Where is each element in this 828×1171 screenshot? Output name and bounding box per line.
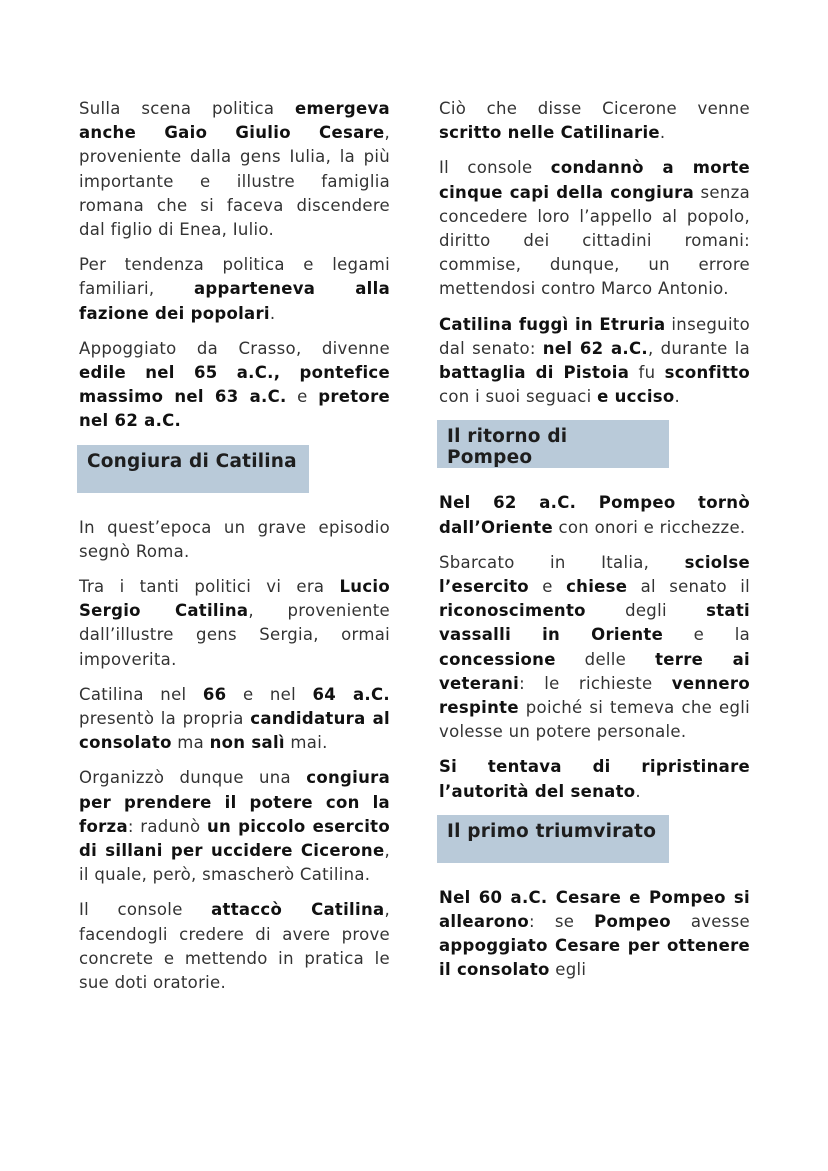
text-run: , facendogli credere di avere prove concrete e mettendo in pratica le sue doti oratorie. [79, 900, 391, 993]
paragraph [79, 898, 390, 995]
text-run: con onori e ricchezze. [552, 517, 746, 537]
text-run: egli [549, 960, 587, 980]
section-heading-text: Il primo triumvirato [447, 820, 657, 842]
text-run: senza concedere loro l’appello al popolo, diritto dei cittadini romani: commise, dunque, un errore mettendosi contro Marco Antonio. [439, 182, 750, 299]
bold-text: condannò a morte cinque capi della congiura [439, 158, 750, 202]
bold-text: vennero respinte [439, 673, 750, 718]
text-run: , proveniente dalla gens Iulia, la più importante e illustre famiglia romana che si faceva discendere dal figlio di Enea, Iulio. [79, 123, 390, 240]
text-run: Tra i tanti politici vi era [79, 577, 340, 597]
text-run: fu [629, 363, 665, 383]
paragraph [79, 683, 390, 756]
paragraph [79, 97, 390, 242]
bold-text: e ucciso [597, 387, 675, 407]
bold-text: 64 a.C. [312, 684, 390, 704]
bold-text: sciolse l’esercito [439, 552, 750, 597]
bold-text: scritto nelle Catilinarie [439, 123, 660, 143]
bold-text: un piccolo esercito di sillani per uccidere Cicerone [79, 816, 390, 861]
text-run: . [635, 781, 641, 801]
right-column [439, 97, 750, 994]
text-run: al senato il [627, 577, 750, 597]
text-run: e la [663, 625, 750, 645]
paragraph [439, 97, 750, 145]
text-run: Catilina nel [79, 684, 203, 704]
bold-text: chiese [566, 577, 628, 597]
paragraph [439, 755, 750, 803]
text-run: Sulla scena politica [79, 99, 295, 118]
paragraph [79, 253, 390, 326]
bold-text: congiura per prendere il potere con la forza [79, 768, 390, 836]
text-run: Per tendenza politica e legami familiari, [79, 255, 390, 299]
section-heading-congiura-di-catilina [77, 445, 309, 493]
text-run: degli [585, 601, 707, 621]
text-run: avesse [670, 912, 751, 932]
text-run: delle [555, 649, 656, 669]
text-run: con i suoi seguaci [439, 387, 598, 407]
text-run: , il quale, però, smascherò Catilina. [79, 841, 390, 885]
bold-text: apparteneva alla fazione dei popolari [79, 279, 391, 323]
bold-text: edile nel 65 a.C., pontefice massimo nel 63 a.C. [79, 363, 390, 407]
text-run: : radunò [127, 816, 207, 836]
bold-text: candidatura al consolato [79, 709, 390, 753]
bold-text: non salì [209, 733, 285, 753]
text-run: presentò la propria [79, 709, 251, 729]
bold-text: nel 62 a.C. [542, 338, 648, 358]
text-run: In quest’epoca un grave episodio segnò Roma. [79, 517, 390, 561]
paragraph [439, 313, 750, 410]
paragraph [439, 156, 750, 301]
text-run: e [286, 387, 319, 407]
text-run: e nel [226, 684, 313, 704]
paragraph [79, 516, 390, 564]
text-run: Appoggiato da Crasso, divenne [79, 338, 390, 358]
bold-text: Catilina fuggì in Etruria [439, 314, 666, 334]
text-run: : se [529, 912, 595, 932]
bold-text: Lucio Sergio Catilina [79, 577, 390, 621]
paragraph [439, 491, 750, 539]
bold-text: sconfitto [664, 363, 750, 383]
bold-text: Nel 62 a.C. Pompeo tornò dall’Oriente [439, 493, 750, 537]
text-run: Ciò che disse Cicerone venne [439, 99, 750, 118]
bold-text: emergeva anche Gaio Giulio Cesare [79, 99, 390, 143]
text-run: Sbarcato in Italia, [439, 552, 685, 572]
text-run: mai. [284, 733, 328, 753]
text-run: Il console [439, 158, 551, 178]
paragraph [439, 886, 750, 983]
paragraph [79, 766, 390, 887]
bold-text: Pompeo [594, 912, 671, 932]
bold-text: pretore nel 62 a.C. [79, 387, 390, 431]
left-column [79, 97, 390, 1006]
text-run: inseguito dal senato: [439, 314, 750, 358]
bold-text: appoggiato Cesare per ottenere il consolato [439, 936, 750, 980]
section-heading-text: Congiura di Catilina [87, 450, 297, 472]
bold-text: 66 [202, 684, 227, 704]
bold-text: riconoscimento [439, 601, 586, 621]
section-heading-text: Il ritorno di Pompeo [447, 426, 568, 469]
bold-text: battaglia di Pistoia [439, 363, 630, 383]
section-heading-il-ritorno-di-pompeo [437, 420, 669, 468]
text-run: Organizzò dunque una [79, 768, 307, 788]
text-run: , durante la [647, 338, 750, 358]
bold-text: terre ai veterani [439, 649, 750, 693]
text-run: . [674, 387, 681, 407]
bold-text: attaccò Catilina [211, 900, 385, 920]
text-run: ma [171, 733, 210, 753]
section-heading-il-primo-triumvirato [437, 815, 669, 863]
text-run: : le richieste [519, 673, 672, 693]
text-run: poiché si temeva che egli volesse un potere personale. [439, 698, 750, 742]
paragraph [79, 337, 390, 434]
text-run: , proveniente dall’illustre gens Sergia, ormai impoverita. [79, 601, 390, 669]
text-run: . [659, 123, 666, 143]
bold-text: stati vassalli in Oriente [439, 601, 750, 645]
paragraph [79, 575, 390, 672]
text-run: . [269, 303, 276, 323]
bold-text: Nel 60 a.C. Cesare e Pompeo si allearono [439, 887, 750, 932]
bold-text: concessione [439, 649, 556, 669]
text-run: Il console [79, 900, 212, 920]
bold-text: Si tentava di ripristinare l’autorità del senato [439, 757, 750, 801]
text-run: e [528, 577, 567, 597]
paragraph [439, 551, 750, 745]
